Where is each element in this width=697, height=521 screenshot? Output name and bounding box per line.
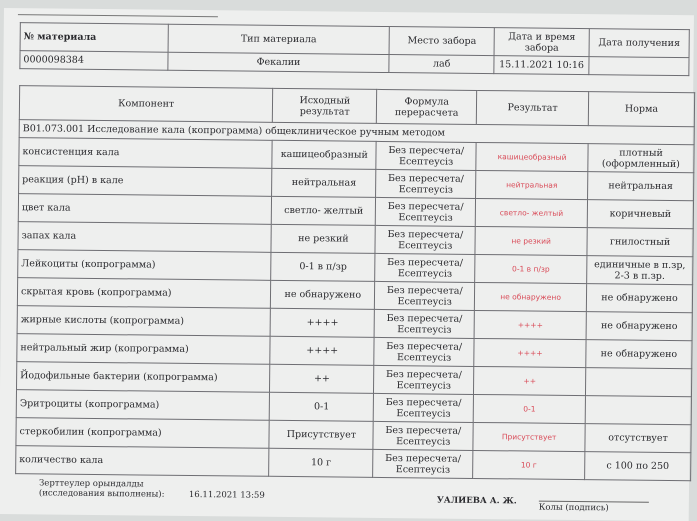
row-formula: Без пересчета/ Есептеусіз (376, 141, 476, 170)
row-component: запах кала (18, 222, 272, 253)
row-component: Лейкоциты (копрограмма) (18, 250, 272, 281)
row-result: кашицеобразный (476, 142, 588, 171)
row-result: ++ (474, 366, 586, 395)
row-source: 10 г (269, 448, 373, 477)
row-result: не обнаружено (475, 282, 587, 311)
row-result: не резкий (475, 226, 587, 255)
row-formula: Без пересчета/ Есептеусіз (374, 337, 474, 366)
col-material-type: Тип материала (168, 24, 390, 54)
place-value: лаб (389, 55, 494, 74)
row-formula: Без пересчета/ Есептеусіз (373, 449, 473, 478)
signature-label: Колы (подпись) (539, 501, 649, 514)
material-header-table (19, 22, 689, 76)
row-component: цвет кала (18, 194, 272, 225)
done-datetime: 16.11.2021 13:59 (188, 489, 265, 501)
row-component: количество кала (16, 446, 270, 477)
row-norm: с 100 по 250 (585, 452, 691, 481)
row-result: ++++ (474, 310, 586, 339)
row-source: ++ (270, 364, 374, 393)
col-norm: Норма (588, 92, 694, 127)
row-norm (586, 368, 692, 397)
row-norm: не обнаружено (586, 312, 692, 341)
row-source: Присутствует (269, 420, 373, 449)
row-component: Йодофильные бактерии (копрограмма) (17, 362, 271, 393)
datetime-value: 15.11.2021 10:16 (494, 56, 589, 75)
row-formula: Без пересчета/ Есептеусіз (373, 421, 473, 450)
row-norm (585, 396, 691, 425)
col-material-no: № материала (20, 23, 168, 53)
results-table (15, 85, 695, 481)
col-formula: Формула перерасчета (377, 89, 477, 124)
col-received: Дата получения (589, 29, 689, 58)
row-result: светло- желтый (475, 198, 587, 227)
row-formula: Без пересчета/ Есептеусіз (374, 309, 474, 338)
row-norm: гнилостный (587, 228, 693, 257)
row-result: 0-1 (473, 394, 585, 423)
row-formula: Без пересчета/ Есептеусіз (375, 281, 475, 310)
row-formula: Без пересчета/ Есептеусіз (374, 365, 474, 394)
lab-report-sheet (0, 8, 694, 521)
row-component: Эритроциты (копрограмма) (16, 390, 270, 421)
row-source: 0-1 в п/зр (271, 252, 375, 281)
material-no-value: 0000098384 (20, 51, 168, 71)
results-rows (16, 138, 694, 481)
row-component: нейтральный жир (копрограмма) (17, 334, 271, 365)
row-component: реакция (pH) в кале (19, 166, 273, 197)
col-result: Результат (476, 90, 588, 125)
col-component: Компонент (19, 86, 273, 123)
row-norm: единичные в п.зр, 2-3 в п.зр. (587, 256, 693, 285)
row-source: ++++ (270, 308, 374, 337)
row-result: 0-1 в п/зр (475, 254, 587, 283)
row-component: стеркобилин (копрограмма) (16, 418, 270, 449)
done-label: Зерттеулер орындалды (исследования выполнены): (38, 478, 165, 500)
signer-name: УАЛИЕВА А. Ж. (436, 495, 517, 507)
col-source: Исходный результат (273, 88, 377, 123)
row-formula: Без пересчета/ Есептеусіз (373, 393, 473, 422)
received-value (589, 57, 689, 76)
section-title: B01.073.001 Исследование кала (копрограмма) общеклиническое ручным методом (19, 120, 694, 145)
row-result: нейтральная (476, 170, 588, 199)
row-source: 0-1 (270, 392, 374, 421)
table-row (16, 446, 691, 481)
col-datetime: Дата и время забора (494, 28, 589, 57)
row-source: светло- желтый (272, 196, 376, 225)
row-source: кашицеобразный (272, 140, 376, 169)
row-source: не обнаружено (271, 280, 375, 309)
row-component: консистенция кала (19, 138, 273, 169)
row-formula: Без пересчета/ Есептеусіз (375, 225, 475, 254)
row-formula: Без пересчета/ Есептеусіз (375, 253, 475, 282)
col-place: Место забора (389, 27, 494, 56)
row-norm: плотный (оформленный) (588, 144, 694, 173)
row-norm: не обнаружено (586, 340, 692, 369)
row-formula: Без пересчета/ Есептеусіз (376, 169, 476, 198)
row-component: скрытая кровь (копрограмма) (17, 278, 271, 309)
row-source: нейтральная (272, 168, 376, 197)
row-norm: отсутствует (585, 424, 691, 453)
material-type-value: Фекалии (168, 52, 390, 72)
row-component: жирные кислоты (копрограмма) (17, 306, 271, 337)
row-formula: Без пересчета/ Есептеусіз (376, 197, 476, 226)
top-border-strip (18, 2, 218, 17)
row-norm: коричневый (587, 200, 693, 229)
row-result: ++++ (474, 338, 586, 367)
row-source: не резкий (271, 224, 375, 253)
row-result: Присутствует (473, 422, 585, 451)
row-norm: не обнаружено (586, 284, 692, 313)
row-norm: нейтральная (588, 172, 694, 201)
row-source: ++++ (270, 336, 374, 365)
row-result: 10 г (473, 450, 585, 479)
